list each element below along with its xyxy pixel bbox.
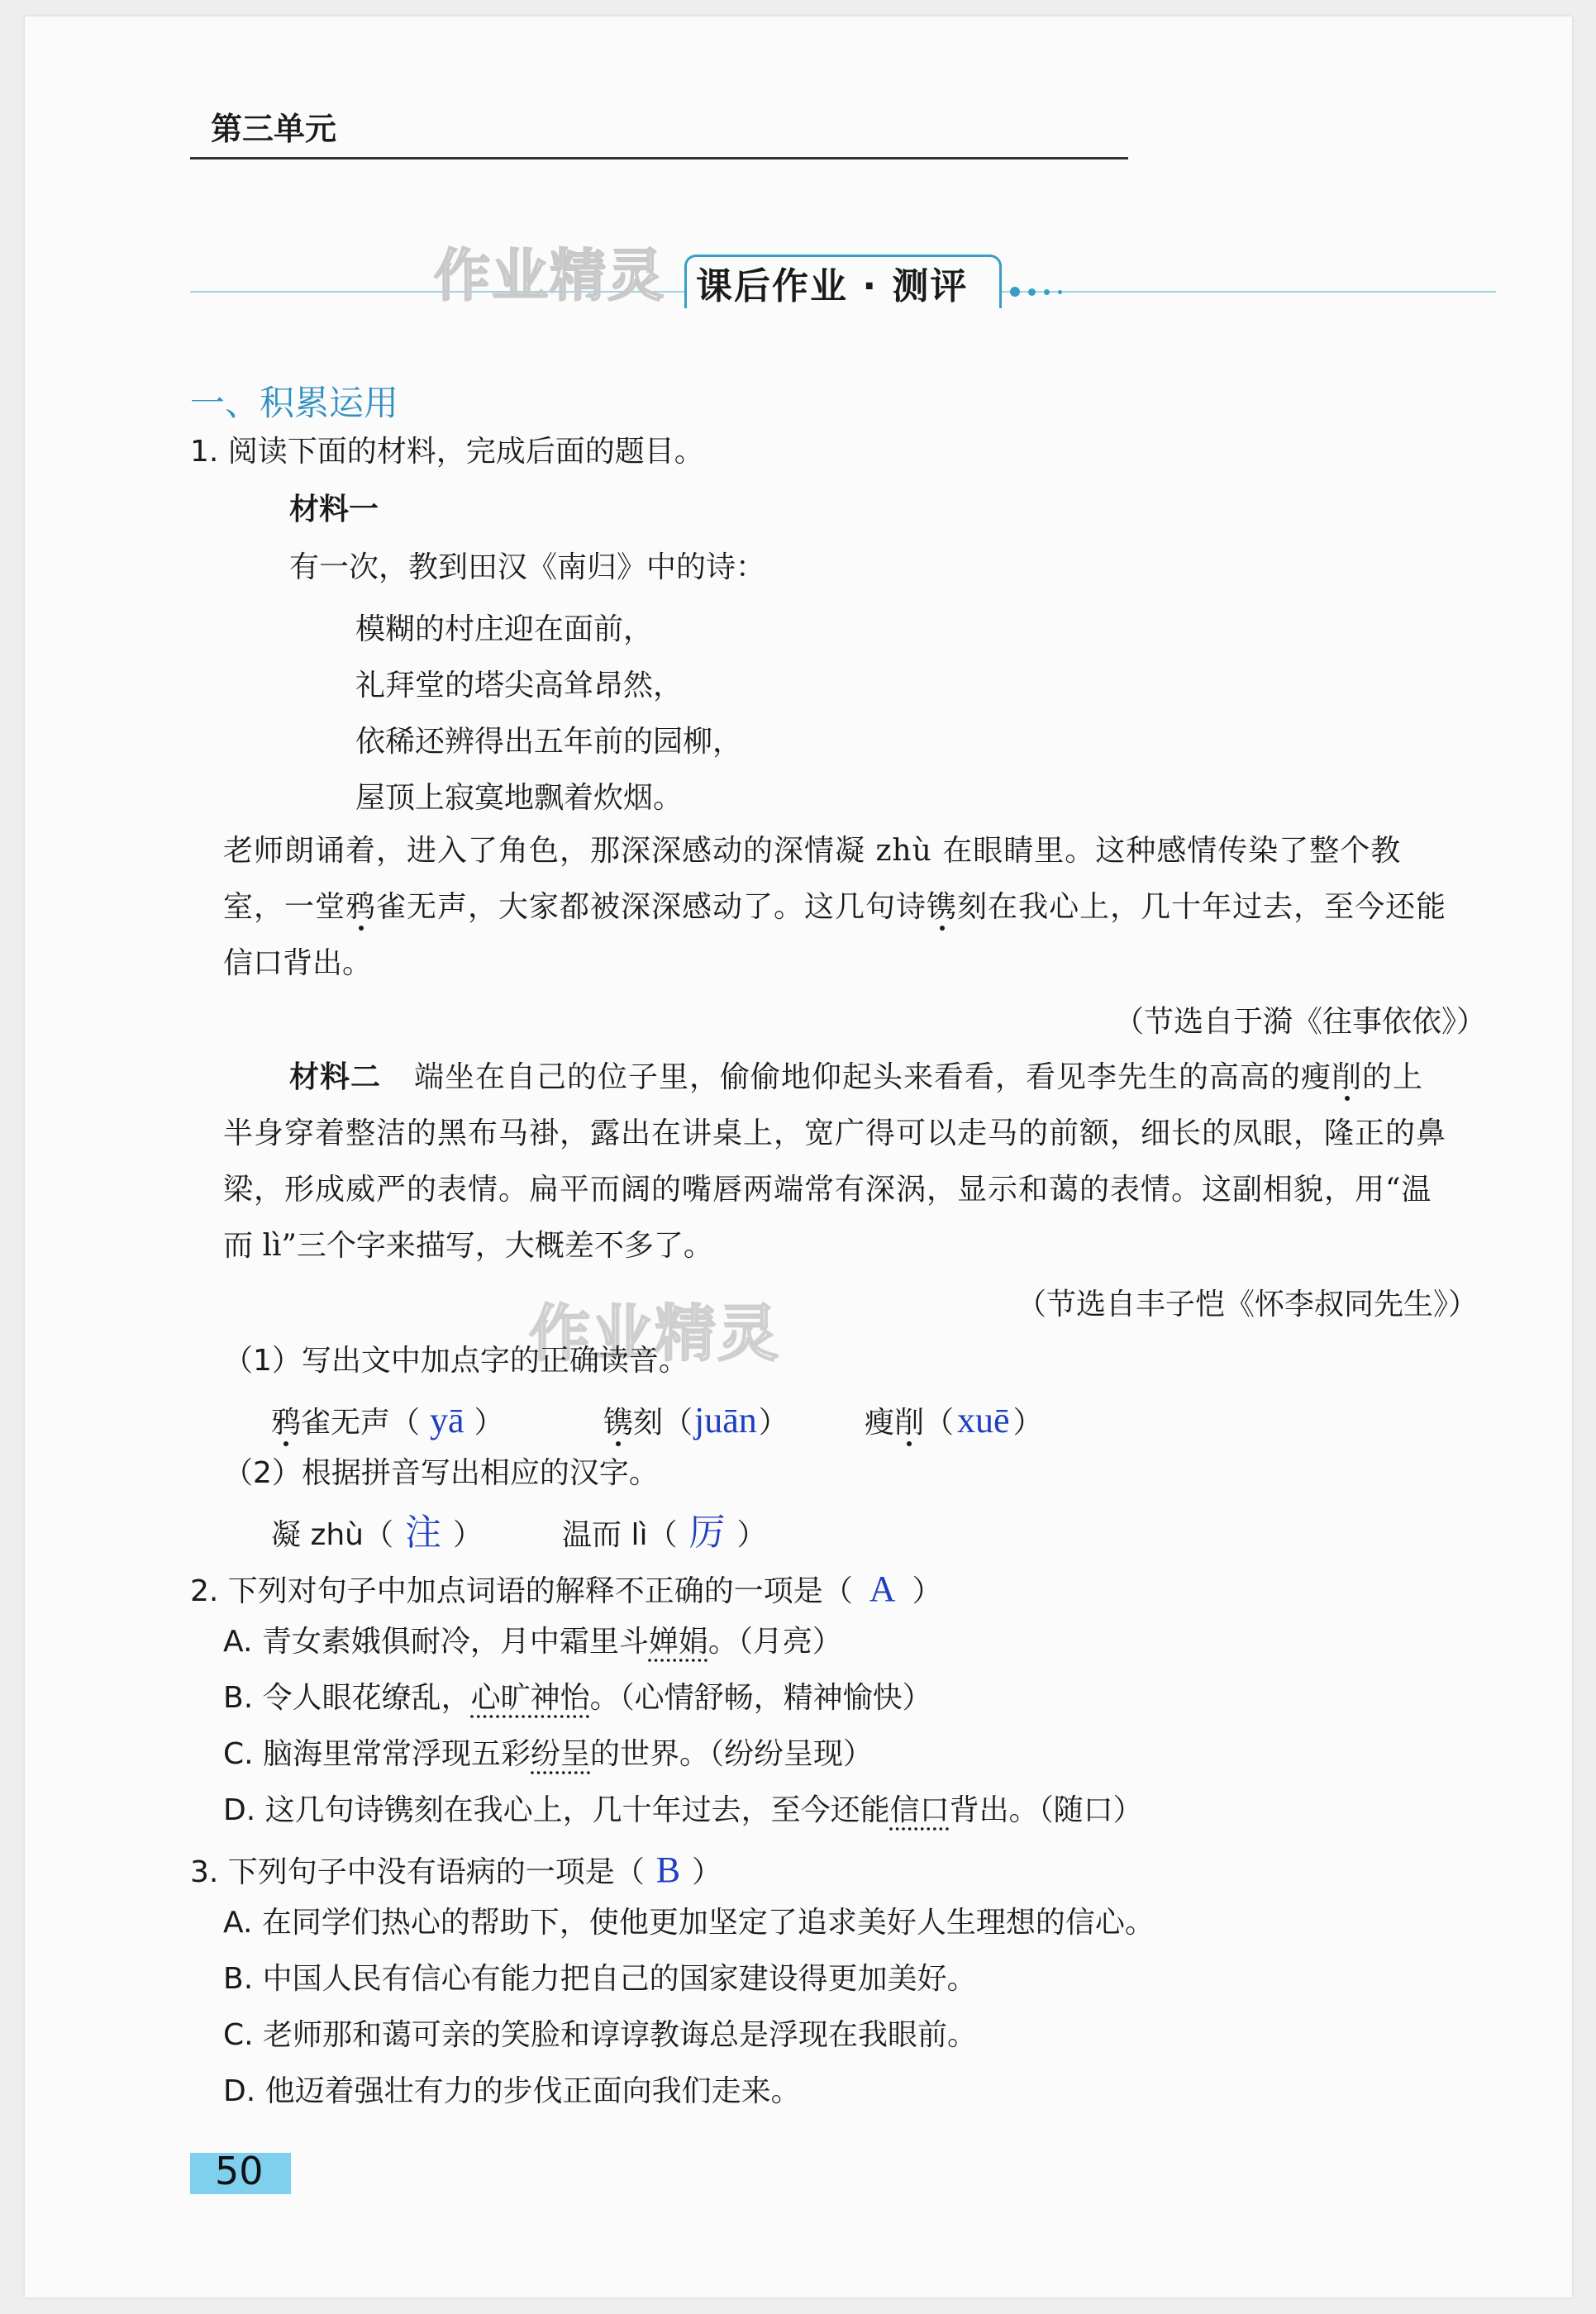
header-rule — [190, 157, 1128, 160]
source-citation: （节选自于漪《往事依依》） — [1114, 1005, 1487, 1039]
handwritten-answer: 厉 — [688, 1512, 726, 1553]
handwritten-answer: A — [869, 1569, 896, 1609]
q2-option-d: D. 这几句诗镌刻在我心上，几十年过去，至今还能信口背出。（随口） — [223, 1793, 1143, 1827]
q2-stem: 2. 下列对句子中加点词语的解释不正确的一项是（ A ） — [190, 1569, 942, 1609]
q3-stem: 3. 下列句子中没有语病的一项是（ B ） — [190, 1850, 722, 1890]
dotted-char: 鸦 — [345, 890, 377, 924]
material-2-line: 半身穿着整洁的黑布马褂，露出在讲桌上，宽广得可以走马的前额，细长的凤眼，隆正的鼻 — [223, 1117, 1447, 1150]
q3-option-d: D. 他迈着强壮有力的步伐正面向我们走来。 — [223, 2074, 801, 2108]
sub-question-2: （2）根据拼音写出相应的汉字。 — [223, 1456, 659, 1490]
material-2-line: 梁，形成威严的表情。扁平而阔的嘴唇两端常有深涡，显示和蔼的表情。这副相貌，用“温 — [223, 1173, 1432, 1207]
banner-dot — [1028, 288, 1036, 296]
banner-dot — [1010, 287, 1020, 297]
pinyin-answer-item: 瘦削（xuē ） — [865, 1400, 1043, 1440]
poem-line: 屋顶上寂寞地飘着炊烟。 — [355, 781, 684, 815]
banner-title: 课后作业 · 测评 — [696, 265, 969, 307]
q3-option-a: A. 在同学们热心的帮助下，使他更加坚定了追求美好人生理想的信心。 — [223, 1906, 1155, 1940]
material-2-label: 材料二 — [289, 1060, 382, 1094]
hanzi-answer-item: 凝 zhù（ 注 ） — [271, 1512, 483, 1553]
poem-line: 依稀还辨得出五年前的园柳， — [355, 725, 743, 759]
material-2-line: 材料二 端坐在自己的位子里，偷偷地仰起头来看看，看见李先生的高高的瘦削的上 — [289, 1060, 1424, 1094]
unit-title: 第三单元 — [211, 111, 337, 147]
source-citation: （节选自丰子恺《怀李叔同先生》） — [1017, 1288, 1479, 1321]
poem-line: 模糊的村庄迎在面前， — [355, 612, 654, 646]
q2-option-a: A. 青女素娥俱耐冷，月中霜里斗婵娟。（月亮） — [223, 1625, 842, 1659]
dotted-char: 削 — [1332, 1060, 1363, 1094]
q2-option-c: C. 脑海里常常浮现五彩纷呈的世界。（纷纷呈现） — [223, 1737, 874, 1771]
material-2-line: 而 lì”三个字来描写，大概差不多了。 — [223, 1229, 713, 1263]
q1-stem: 1. 阅读下面的材料，完成后面的题目。 — [190, 435, 704, 469]
material-1-label: 材料一 — [289, 493, 379, 526]
banner-dot — [1044, 289, 1050, 295]
pinyin-answer-item: 鸦雀无声（ yā ） — [271, 1400, 504, 1440]
watermark: 作业精灵 — [529, 1298, 780, 1369]
banner-line-right — [1000, 291, 1496, 293]
workbook-page — [25, 17, 1572, 2297]
material-1-intro: 有一次，教到田汉《南归》中的诗： — [289, 550, 766, 584]
banner-dot — [1058, 290, 1062, 294]
handwritten-answer: xuē — [957, 1400, 1010, 1440]
poem-line: 礼拜堂的塔尖高耸昂然， — [355, 669, 684, 702]
q3-option-b: B. 中国人民有信心有能力把自己的国家建设得更加美好。 — [223, 1962, 977, 1996]
q2-option-b: B. 令人眼花缭乱，心旷神怡。（心情舒畅，精神愉快） — [223, 1681, 932, 1715]
q3-option-c: C. 老师那和蔼可亲的笑脸和谆谆教诲总是浮现在我眼前。 — [223, 2018, 978, 2052]
material-1-paragraph-line: 室，一堂鸦雀无声，大家都被深深感动了。这几句诗镌刻在我心上，几十年过去，至今还能 — [223, 890, 1447, 924]
pinyin-answer-item: 镌刻（juān） — [603, 1400, 788, 1440]
page-number: 50 — [215, 2149, 264, 2193]
sub-question-1: （1）写出文中加点字的正确读音。 — [223, 1344, 688, 1378]
handwritten-answer: yā — [430, 1400, 465, 1440]
handwritten-answer: B — [655, 1850, 681, 1890]
handwritten-answer: 注 — [404, 1512, 441, 1553]
material-1-paragraph-line: 老师朗诵着，进入了角色，那深深感动的深情凝 zhù 在眼睛里。这种感情传染了整个教 — [223, 834, 1402, 868]
dotted-char: 镌 — [927, 890, 958, 924]
section-heading: 一、积累运用 — [190, 383, 399, 423]
handwritten-answer: juān — [694, 1400, 757, 1440]
hanzi-answer-item: 温而 lì（ 厉 ） — [562, 1512, 767, 1553]
material-1-paragraph-line: 信口背出。 — [223, 946, 373, 980]
watermark: 作业精灵 — [434, 244, 666, 309]
